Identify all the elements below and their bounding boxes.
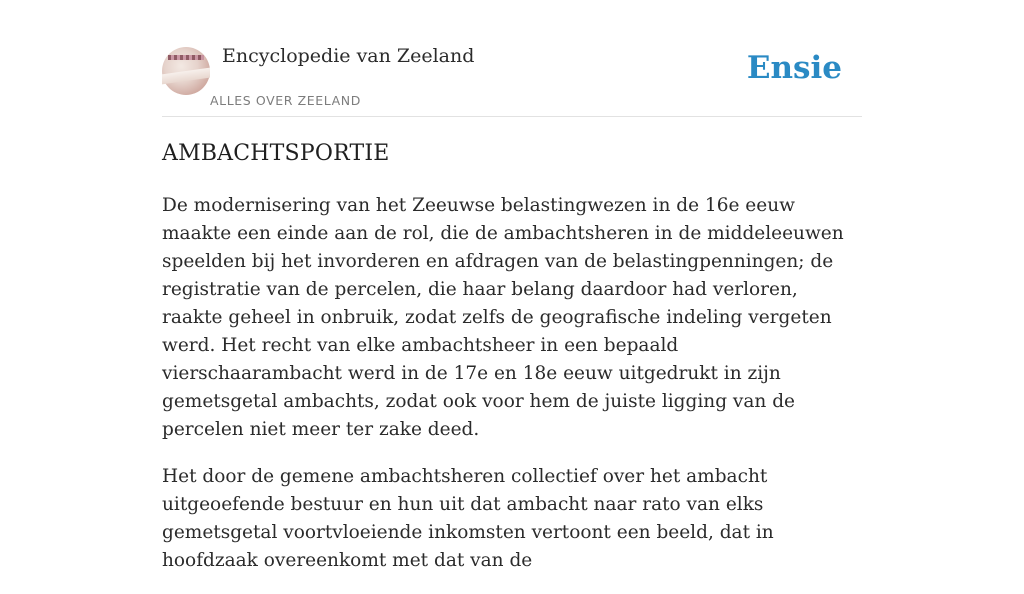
body-paragraph-1: De modernisering van het Zeeuwse belastingwezen in de 16e eeuw maakte een einde aan de rol, die de ambachtsheren in de middeleeuwen speelden bij het invorderen en afdragen van de belastingpenningen; de registratie van de percelen, die haar belang daardoor had verloren, raakte geheel in onbruik, zodat zelfs de geografische indeling vergeten werd. Het recht van elke ambachtsheer in een bepaald vierschaarambacht werd in de 17e en 18e eeuw uitgedrukt in zijn gemetsgetal ambachts, zodat ook voor hem de juiste ligging van de percelen niet meer ter zake deed. (162, 195, 844, 440)
ensie-logo-link[interactable]: Ensie (746, 50, 842, 86)
entry-body (162, 192, 862, 594)
site-avatar[interactable] (162, 47, 210, 95)
avatar-strip (168, 55, 204, 60)
entry-title: AMBACHTSPORTIE (162, 141, 390, 166)
body-paragraph-2: Het door de gemene ambachtsheren collectief over het ambacht uitgeoefende bestuur en hun uit dat ambacht naar rato van elks gemetsgetal voortvloeiende inkomsten vertoont een beeld, dat in hoofdzaak overeenkomt met dat van de (162, 466, 774, 571)
site-tagline: ALLES OVER ZEELAND (210, 93, 361, 108)
site-title-link[interactable]: Encyclopedie van Zeeland (222, 45, 475, 67)
site-header (162, 0, 862, 117)
avatar-band (162, 68, 210, 85)
content-container (162, 0, 862, 571)
